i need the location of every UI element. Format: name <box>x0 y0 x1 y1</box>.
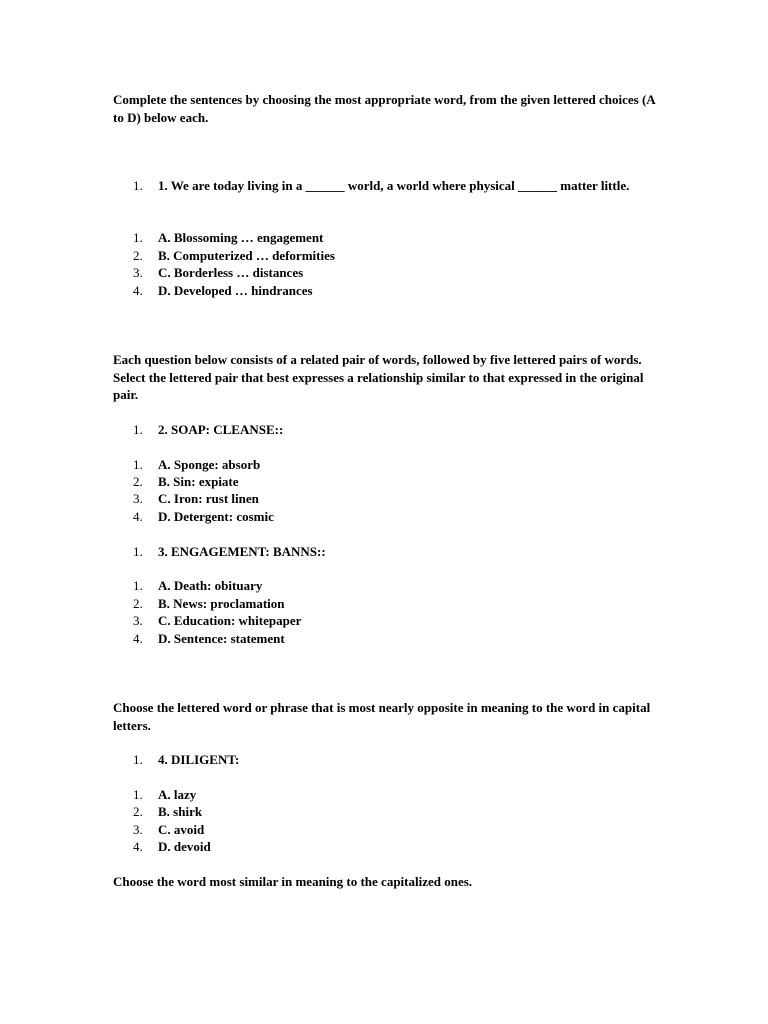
option-item <box>133 821 663 839</box>
question-3 <box>133 543 663 561</box>
option-text: D. Detergent: cosmic <box>158 509 274 524</box>
section4-instruction: Choose the word most similar in meaning to the capitalized ones. <box>113 874 473 889</box>
list-number: 1. <box>133 422 143 437</box>
option-text: A. Sponge: absorb <box>158 457 261 472</box>
list-number: 3. <box>133 265 143 280</box>
option-item <box>133 612 663 630</box>
option-item <box>133 456 663 474</box>
option-item <box>133 229 663 247</box>
option-text: D. devoid <box>158 839 211 854</box>
option-text: D. Developed … hindrances <box>158 283 313 298</box>
list-number: 1. <box>133 787 143 802</box>
list-number: 1. <box>133 457 143 472</box>
option-item <box>133 473 663 491</box>
option-item <box>133 786 663 804</box>
option-item <box>133 838 663 856</box>
list-number: 3. <box>133 822 143 837</box>
option-item <box>133 508 663 526</box>
list-number: 2. <box>133 248 143 263</box>
list-number: 1. <box>133 178 143 193</box>
section3-instruction: Choose the lettered word or phrase that is most nearly opposite in meaning to the word in capital letters. <box>113 700 651 733</box>
list-number: 3. <box>133 613 143 628</box>
option-text: C. Borderless … distances <box>158 265 304 280</box>
option-item <box>133 247 663 265</box>
question-text: 3. ENGAGEMENT: BANNS:: <box>158 544 326 559</box>
list-number: 4. <box>133 631 143 646</box>
list-number: 3. <box>133 491 143 506</box>
option-text: B. Sin: expiate <box>158 474 239 489</box>
option-item <box>133 803 663 821</box>
option-item <box>133 630 663 648</box>
option-item <box>133 282 663 300</box>
list-number: 2. <box>133 474 143 489</box>
option-text: A. Blossoming … engagement <box>158 230 324 245</box>
option-text: B. shirk <box>158 804 203 819</box>
section1-instruction: Complete the sentences by choosing the most appropriate word, from the given lettered choices (A to D) below each. <box>113 92 655 125</box>
option-item <box>133 577 663 595</box>
list-number: 4. <box>133 283 143 298</box>
question-2 <box>133 421 663 439</box>
option-text: C. avoid <box>158 822 205 837</box>
question-4 <box>133 751 663 769</box>
list-number: 4. <box>133 839 143 854</box>
question-text: 2. SOAP: CLEANSE:: <box>158 422 284 437</box>
option-item <box>133 264 663 282</box>
section2-instruction: Each question below consists of a related pair of words, followed by five lettered pairs of words. Select the lettered pair that best expresses a relationship similar to that expressed in the original pair. <box>113 352 644 402</box>
option-text: C. Iron: rust linen <box>158 491 259 506</box>
question-text: 4. DILIGENT: <box>158 752 240 767</box>
option-item <box>133 490 663 508</box>
question-1 <box>133 177 663 195</box>
option-text: B. Computerized … deformities <box>158 248 335 263</box>
list-number: 1. <box>133 578 143 593</box>
list-number: 1. <box>133 230 143 245</box>
option-text: D. Sentence: statement <box>158 631 285 646</box>
option-text: A. Death: obituary <box>158 578 263 593</box>
option-text: A. lazy <box>158 787 197 802</box>
option-text: C. Education: whitepaper <box>158 613 302 628</box>
option-text: B. News: proclamation <box>158 596 285 611</box>
list-number: 4. <box>133 509 143 524</box>
option-item <box>133 595 663 613</box>
list-number: 1. <box>133 544 143 559</box>
list-number: 2. <box>133 596 143 611</box>
list-number: 1. <box>133 752 143 767</box>
question-text: 1. We are today living in a ______ world, a world where physical ______ matter little. <box>158 178 630 193</box>
list-number: 2. <box>133 804 143 819</box>
